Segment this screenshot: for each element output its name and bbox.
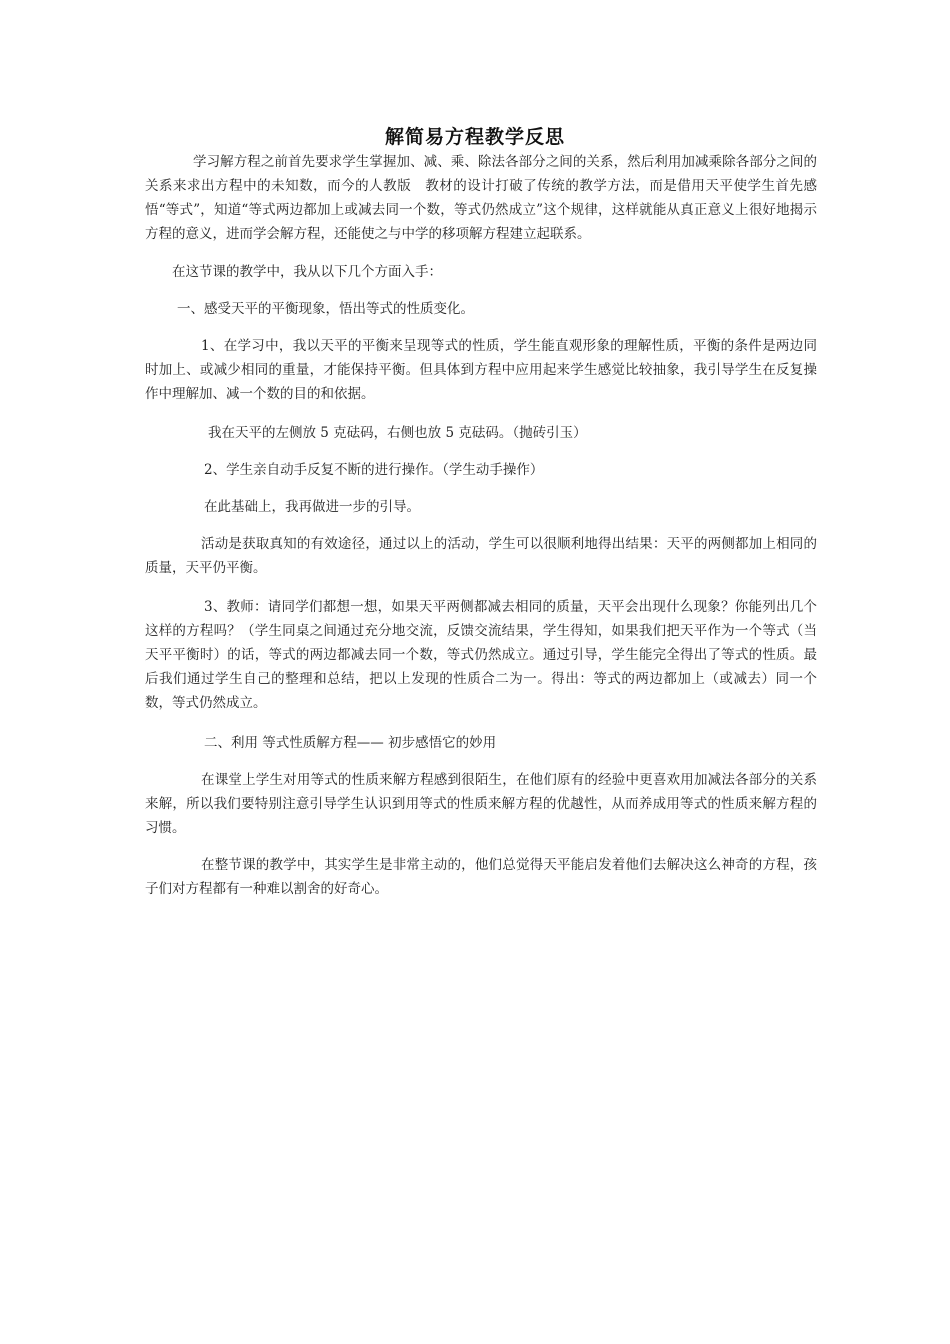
paragraph-approach: 在这节课的教学中，我从以下几个方面入手：	[172, 264, 442, 280]
paragraph-weights: 我在天平的左侧放 5 克砝码，右侧也放 5 克砝码。（抛砖引玉）	[208, 425, 587, 441]
paragraph-point-1: 1、在学习中，我以天平的平衡来呈现等式的性质，学生能直观形象的理解性质，平衡的条件是两边同时加上、或减少相同的重量，才能保持平衡。但具体到方程中应用起来学生感觉比较抽象，我引导学生在反复操作中理解加、减一个数的目的和依据。	[145, 338, 817, 402]
document-title: 解简易方程教学反思	[384, 126, 565, 148]
paragraph-classroom: 在课堂上学生对用等式的性质来解方程感到很陌生，在他们原有的经验中更喜欢用加减法各部分的关系来解，所以我们要特别注意引导学生认识到用等式的性质来解方程的优越性，从而养成用等式的性质来解方程的习惯。	[145, 772, 817, 836]
paragraph-point-3: 3、教师：请同学们都想一想，如果天平两侧都减去相同的质量，天平会出现什么现象？你能列出几个这样的方程吗？（学生同桌之间通过充分地交流，反馈交流结果，学生得知，如果我们把天平作为一个等式（当天平平衡时）的话，等式的两边都减去同一个数，等式仍然成立。通过引导，学生能完全得出了等式的性质。最后我们通过学生自己的整理和总结，把以上发现的性质合二为一。得出：等式的两边都加上（或减去）同一个数，等式仍然成立。	[145, 599, 817, 711]
section-heading-1: 一、感受天平的平衡现象，悟出等式的性质变化。	[177, 301, 474, 317]
paragraph-conclusion: 在整节课的教学中，其实学生是非常主动的，他们总觉得天平能启发着他们去解决这么神奇的方程，孩子们对方程都有一种难以割舍的好奇心。	[145, 857, 817, 897]
paragraph-point-2: 2、学生亲自动手反复不断的进行操作。（学生动手操作）	[204, 462, 544, 478]
paragraph-activity: 活动是获取真知的有效途径，通过以上的活动，学生可以很顺利地得出结果：天平的两侧都加上相同的质量，天平仍平衡。	[145, 536, 817, 576]
paragraph-guidance: 在此基础上，我再做进一步的引导。	[204, 499, 420, 515]
section-heading-2: 二、利用 等式性质解方程—— 初步感悟它的妙用	[204, 735, 497, 751]
paragraph-intro: 学习解方程之前首先要求学生掌握加、减、乘、除法各部分之间的关系，然后利用加减乘除各部分之间的关系来求出方程中的未知数，而今的人教版 教材的设计打破了传统的教学方法，而是借用天平使学生首先感悟“等式”，知道“等式两边都加上或减去同一个数，等式仍然成立”这个规律，这样就能从真正意义上很好地揭示方程的意义，进而学会解方程，还能使之与中学的移项解方程建立起联系。	[145, 154, 817, 242]
